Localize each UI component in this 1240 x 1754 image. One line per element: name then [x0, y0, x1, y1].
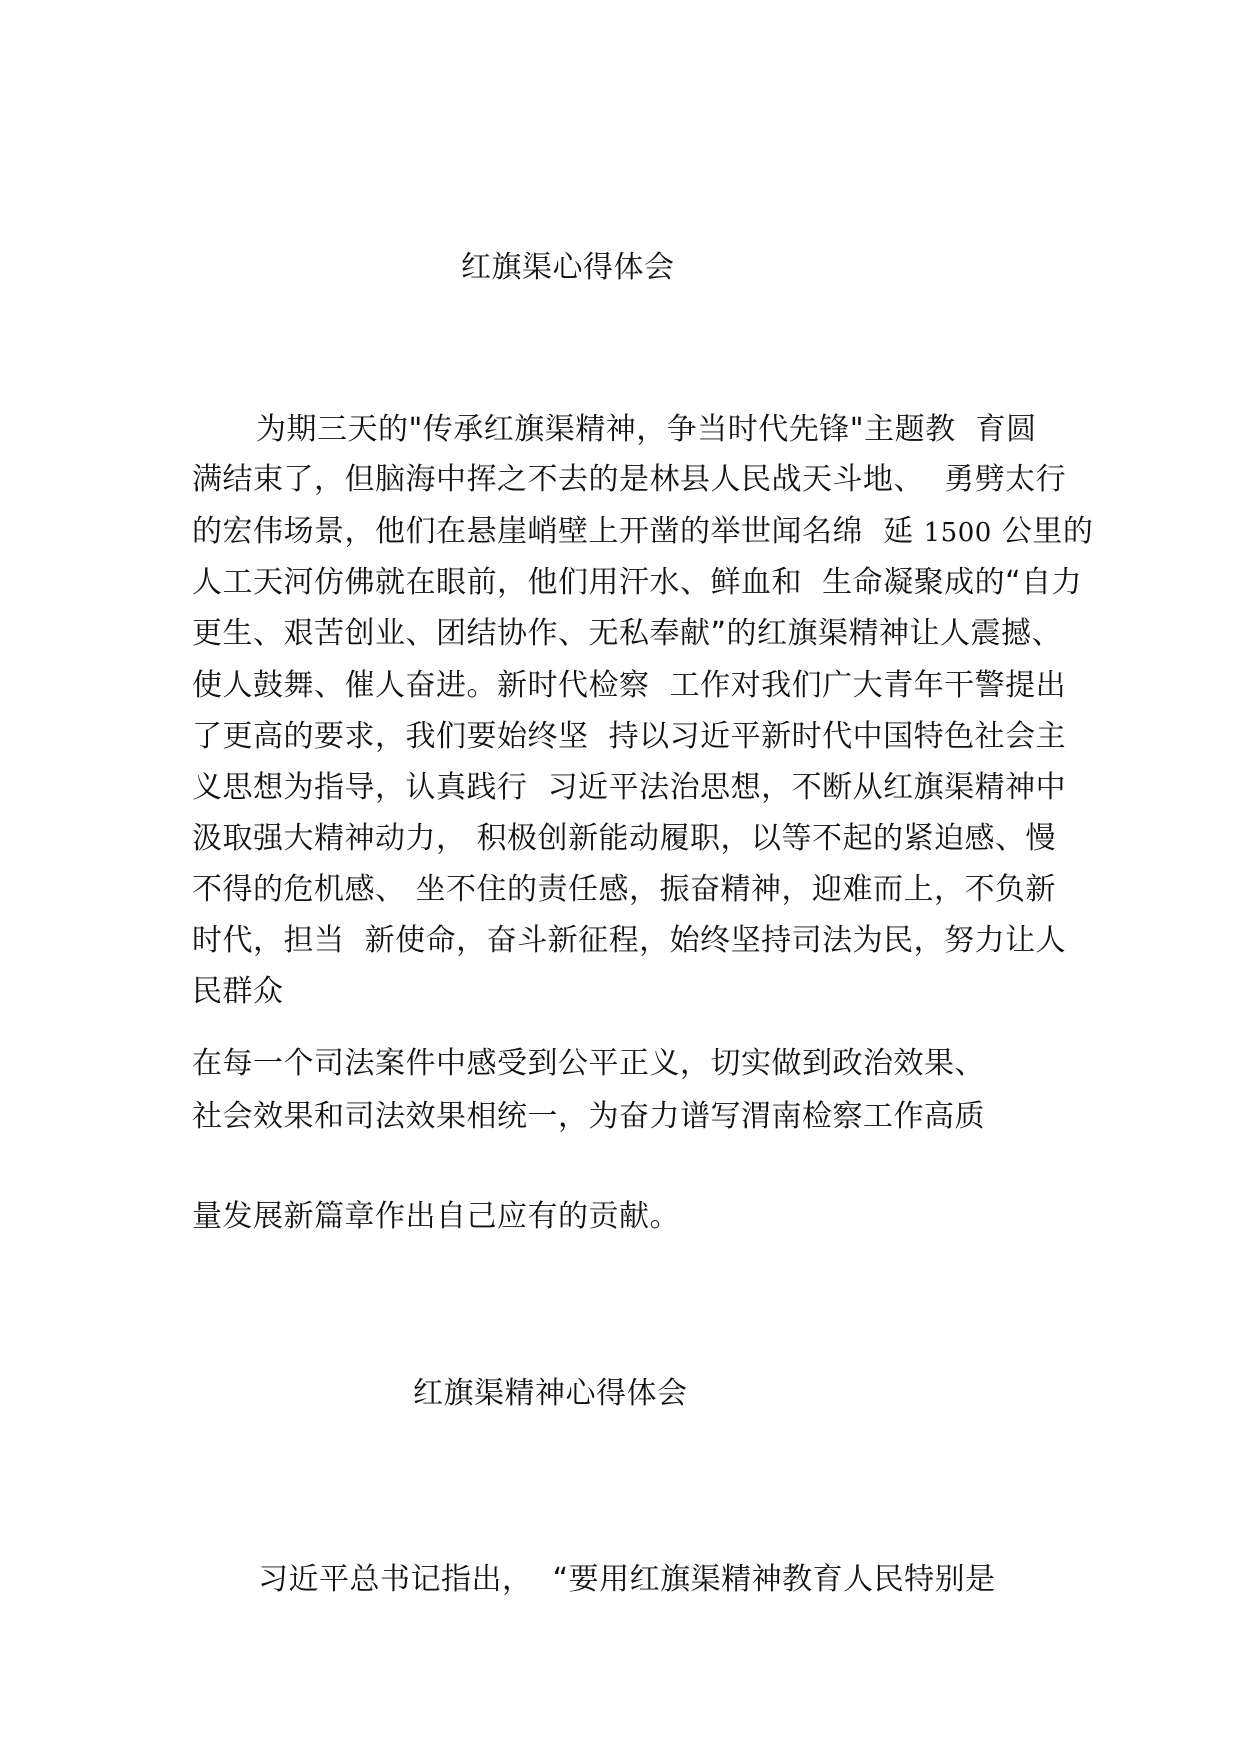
paragraph-line: 在每一个司法案件中感受到公平正义，切实做到政治效果、 — [192, 1046, 985, 1081]
paragraph-line: 社会效果和司法效果相统一，为奋力谱写渭南检察工作高质 — [192, 1099, 985, 1134]
section-title-1: 红旗渠心得体会 — [461, 250, 675, 285]
paragraph-line: 习近平总书记指出， “要用红旗渠精神教育人民特别是 — [258, 1562, 996, 1597]
paragraph-line: 民群众 — [192, 974, 284, 1009]
paragraph-line: 更生、艰苦创业、团结协作、无私奉献”的红旗渠精神让人震撼、 — [192, 616, 1063, 651]
paragraph-text: 的宏伟场景，他们在悬崖峭壁上开凿的举世闻名绵 延 — [192, 514, 914, 549]
paragraph-line: 义思想为指导，认真践行 习近平法治思想，不断从红旗渠精神中 — [192, 770, 1067, 805]
paragraph-line: 量发展新篇章作出自己应有的贡献。 — [192, 1199, 680, 1234]
paragraph-line — [192, 512, 1093, 553]
paragraph-line: 不得的危机感、 坐不住的责任感，振奋精神，迎难而上，不负新 — [192, 872, 1057, 907]
paragraph-line: 时代，担当 新使命，奋斗新征程，始终坚持司法为民，努力让人 — [192, 923, 1067, 958]
paragraph-line: 使人鼓舞、催人奋进。新时代检察 工作对我们广大青年干警提出 — [192, 668, 1067, 703]
paragraph-line: 汲取强大精神动力， 积极创新能动履职，以等不起的紧迫感、慢 — [192, 821, 1057, 856]
paragraph-line: 为期三天的"传承红旗渠精神，争当时代先锋"主题教 育圆 — [256, 412, 1037, 447]
paragraph-text: 公里的 — [1001, 514, 1094, 549]
paragraph-line: 满结束了，但脑海中挥之不去的是林县人民战天斗地、 勇劈太行 — [192, 462, 1067, 497]
section-title-2: 红旗渠精神心得体会 — [413, 1376, 688, 1411]
paragraph-line: 了更高的要求，我们要始终坚 持以习近平新时代中国特色社会主 — [192, 719, 1067, 754]
paragraph-line: 人工天河仿佛就在眼前，他们用汗水、鲜血和 生命凝聚成的“自力 — [192, 565, 1083, 600]
distance-number: 1500 — [923, 518, 992, 548]
